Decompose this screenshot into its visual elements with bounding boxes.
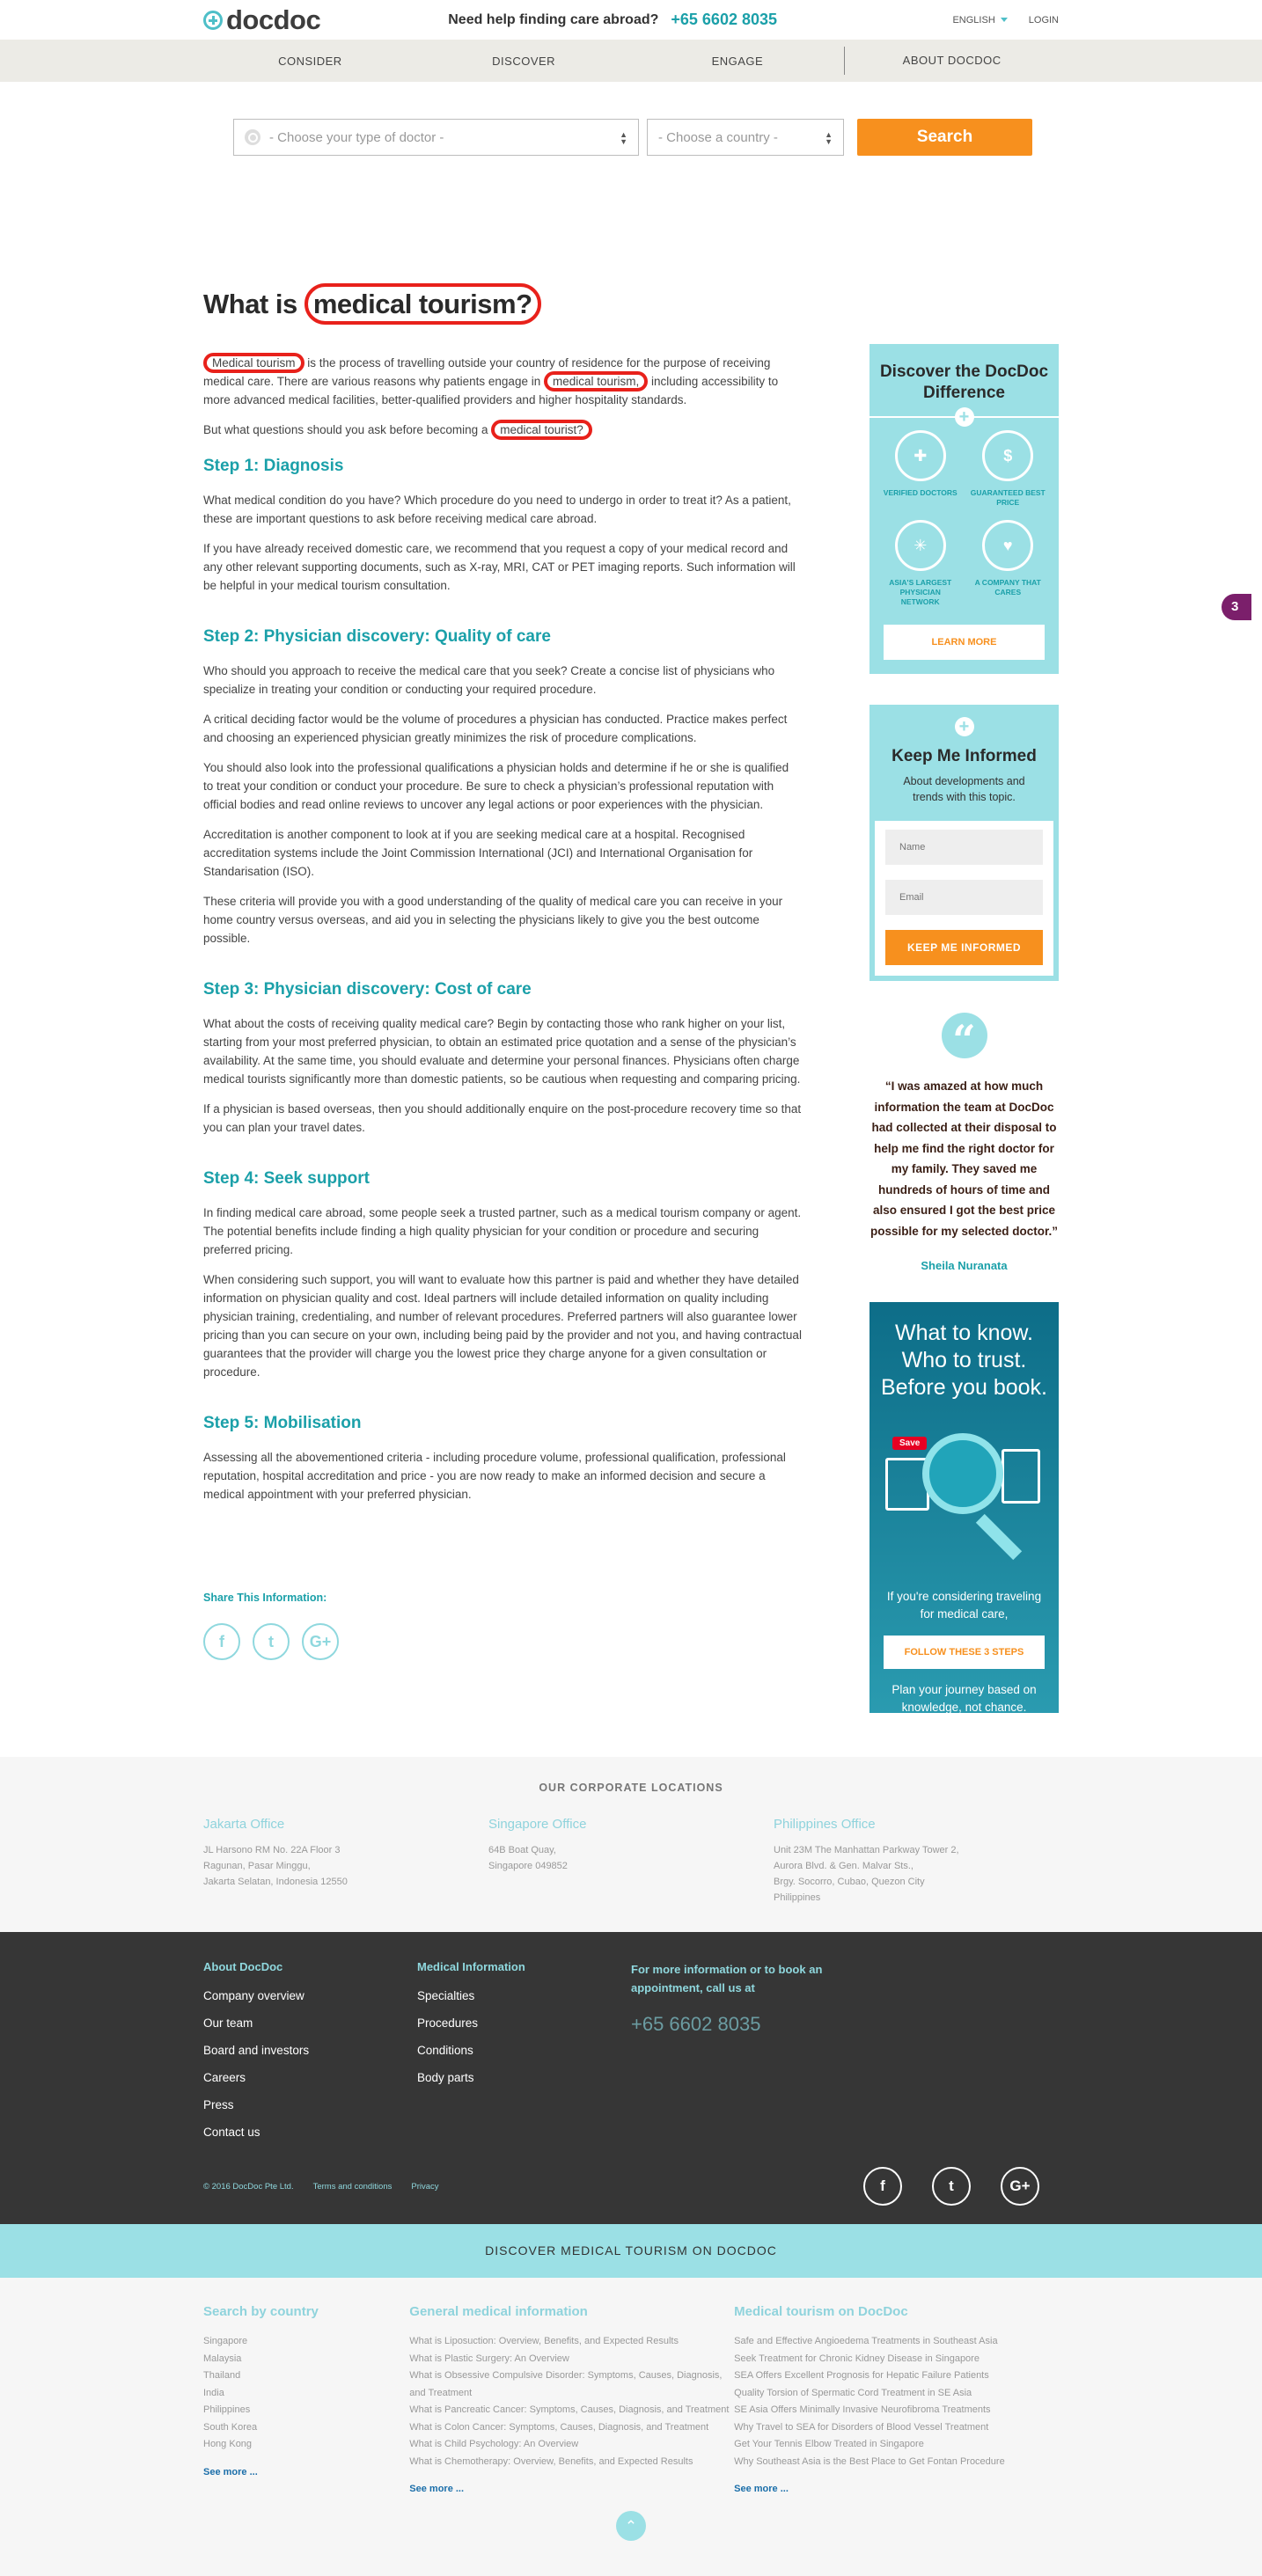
country-link[interactable]: South Korea xyxy=(203,2421,258,2433)
office-address: Brgy. Socorro, Cubao, Quezon City xyxy=(774,1877,925,1887)
office-address: Jakarta Selatan, Indonesia 12550 xyxy=(203,1877,348,1887)
step-5-heading: Step 5: Mobilisation xyxy=(203,1414,362,1432)
keep-informed-panel xyxy=(869,705,1059,981)
office-address: Unit 23M The Manhattan Parkway Tower 2, xyxy=(774,1845,959,1855)
logo-plus-icon xyxy=(203,11,223,30)
country-link[interactable]: Thailand xyxy=(203,2370,241,2381)
office-jakarta xyxy=(203,1817,488,1906)
seo-links xyxy=(0,2278,1262,2576)
see-more-link[interactable]: See more ... xyxy=(203,2466,258,2477)
step-3-heading: Step 3: Physician discovery: Cost of care xyxy=(203,980,532,999)
links-general xyxy=(409,2304,734,2499)
feature-label: A COMPANY THAT CARES xyxy=(974,578,1041,596)
article-link[interactable]: What is Child Psychology: An Overview xyxy=(409,2439,579,2449)
quote-icon: “ xyxy=(942,1013,987,1058)
testimonial-text: “I was amazed at how much information the team at DocDoc had collected at their disposal to help me find the right doctor for my family. They saved me hundreds of hours of time and also ensured I got the best price possible for my selected doctor.” xyxy=(869,1079,1059,1238)
question-paragraph xyxy=(203,421,802,439)
share-icons xyxy=(203,1623,802,1660)
footer-medical-title: Medical Information xyxy=(417,1960,525,1973)
footer-link[interactable]: Specialties xyxy=(417,1989,475,2002)
chevron-down-icon xyxy=(1001,18,1008,22)
docdoc-logo[interactable] xyxy=(203,4,320,36)
step-1-p2: If you have already received domestic care, we recommend that you request a copy of your medical record and any other relevant supporting documents, such as X-ray, MRI, CAT or PET imaging reports. Such information will be helpful in your medical tourism consultation. xyxy=(203,542,796,592)
ad-heading: What to know. Who to trust. Before you book. xyxy=(880,1321,1047,1400)
keep-informed-button[interactable]: KEEP ME INFORMED xyxy=(885,930,1043,965)
office-address: Philippines xyxy=(774,1892,821,1903)
step-2-p1: Who should you approach to receive the medical care that you seek? Create a concise list of physicians who specialize in treating your condition or conducting your required procedure. xyxy=(203,664,775,696)
see-more-link[interactable]: See more ... xyxy=(409,2484,465,2494)
footer-contact xyxy=(631,1960,845,2153)
article-link[interactable]: SEA Offers Excellent Prognosis for Hepatic Failure Patients xyxy=(734,2370,989,2381)
article-link[interactable]: Get Your Tennis Elbow Treated in Singapore xyxy=(734,2439,924,2449)
search-icon xyxy=(245,129,260,145)
step-2-p3: You should also look into the professional qualifications a physician holds and determine if he or she is qualified to treat your condition or conduct your procedure. Be sure to check a physician’s professional reputation with official bodies and read online reviews to uncover any legal actions or poor experiences with the physician. xyxy=(203,761,789,811)
twitter-icon[interactable]: t xyxy=(932,2167,971,2206)
divider xyxy=(869,407,1059,427)
question-text: But what questions should you ask before becoming a xyxy=(203,423,488,436)
article-link[interactable]: What is Obsessive Compulsive Disorder: Symptoms, Causes, Diagnosis, and Treatment xyxy=(409,2370,723,2398)
email-input[interactable] xyxy=(885,880,1043,915)
doctor-type-placeholder: - Choose your type of doctor - xyxy=(269,129,444,145)
footer-phone[interactable]: +65 6602 8035 xyxy=(631,2013,761,2035)
name-input[interactable] xyxy=(885,830,1043,865)
feature-cares xyxy=(968,520,1047,607)
notification-badge[interactable]: 3 xyxy=(1222,594,1251,620)
links-docdoc xyxy=(734,2304,1059,2499)
see-more-link[interactable]: See more ... xyxy=(734,2484,789,2494)
profile-card-icon xyxy=(1002,1449,1040,1504)
step-4-p1: In finding medical care abroad, some people seek a trusted partner, such as a medical tourism company or agent. The potential benefits include finding a high quality physician for your condition or procedure and securing preferred pricing. xyxy=(203,1206,802,1256)
privacy-link[interactable]: Privacy xyxy=(411,2181,439,2192)
links-docdoc-title: Medical tourism on DocDoc xyxy=(734,2304,908,2319)
logo-text: docdoc xyxy=(226,4,321,35)
office-address: Ragunan, Pasar Minggu, xyxy=(203,1861,311,1871)
footer-link[interactable]: Company overview xyxy=(203,1989,304,2002)
nav-engage[interactable]: ENGAGE xyxy=(711,54,764,68)
feature-label: ASIA'S LARGEST PHYSICIAN NETWORK xyxy=(889,578,952,606)
article-link[interactable]: Why Southeast Asia is the Best Place to Get Fontan Procedure xyxy=(734,2455,1005,2467)
footer-link[interactable]: Press xyxy=(203,2098,234,2111)
article-link[interactable]: Why Travel to SEA for Disorders of Blood Vessel Treatment xyxy=(734,2421,989,2433)
twitter-icon[interactable]: t xyxy=(253,1623,290,1660)
feature-best-price xyxy=(968,430,1047,508)
feature-label: VERIFIED DOCTORS xyxy=(883,488,958,497)
office-name: Jakarta Office xyxy=(203,1817,285,1832)
select-arrows-icon: ▲ ▼ xyxy=(825,130,833,146)
highlight-medical-tourism-2: medical tourism, xyxy=(544,371,648,392)
country-link[interactable]: India xyxy=(203,2387,224,2398)
footer-link[interactable]: Conditions xyxy=(417,2044,473,2057)
login-link[interactable]: LOGIN xyxy=(1028,14,1059,26)
header-phone[interactable]: +65 6602 8035 xyxy=(671,11,778,28)
step-5-p1: Assessing all the abovementioned criteria - including procedure volume, professional qualification, professional reputation, hospital accreditation and price - you are now ready to make an informed decision and secure a medical appointment with your preferred physician. xyxy=(203,1451,786,1501)
step-2-heading: Step 2: Physician discovery: Quality of care xyxy=(203,627,551,646)
title-highlight: medical tourism? xyxy=(304,283,541,325)
links-country-title: Search by country xyxy=(203,2304,319,2319)
footer-medical xyxy=(417,1960,631,2153)
ad-text-1: If you're considering traveling for medical care, xyxy=(886,1590,1042,1621)
country-link[interactable]: Malaysia xyxy=(203,2353,242,2364)
article xyxy=(203,289,802,1713)
doctor-type-select[interactable] xyxy=(233,119,639,156)
feature-verified-doctors xyxy=(881,430,960,508)
heart-shield-icon: ♥ xyxy=(982,520,1033,571)
language-selector[interactable] xyxy=(952,15,1007,26)
terms-link[interactable]: Terms and conditions xyxy=(312,2181,393,2192)
feature-label: GUARANTEED BEST PRICE xyxy=(970,488,1046,507)
language-label: ENGLISH xyxy=(952,14,995,26)
country-link[interactable]: Hong Kong xyxy=(203,2439,253,2449)
office-address: JL Harsono RM No. 22A Floor 3 xyxy=(203,1845,341,1855)
footer-link[interactable]: Procedures xyxy=(417,2016,479,2030)
office-singapore xyxy=(488,1817,774,1906)
top-bar xyxy=(0,0,1262,40)
article-link[interactable]: What is Colon Cancer: Symptoms, Causes, Diagnosis, and Treatment xyxy=(409,2421,709,2433)
intro-text-1: is the process of travelling outside your country of residence for the purpose of receiving medical care. There are various reasons why patients engage in xyxy=(203,356,771,388)
nav-about[interactable]: ABOUT DOCDOC xyxy=(844,47,1059,75)
google-plus-icon[interactable]: G+ xyxy=(1001,2167,1039,2206)
office-philippines xyxy=(774,1817,1059,1906)
intro-text-2: including accessibility to more advanced medical facilities, better-qualified providers and higher hospitality standards. xyxy=(203,375,779,406)
help-text: Need help finding care abroad? xyxy=(448,11,659,27)
keep-subtitle: About developments and trends with this topic. xyxy=(903,775,1025,803)
article-link[interactable]: What is Liposuction: Overview, Benefits, and Expected Results xyxy=(409,2336,679,2346)
feature-network xyxy=(881,520,960,607)
facebook-icon[interactable]: f xyxy=(203,1623,240,1660)
info-ad-banner[interactable] xyxy=(869,1302,1059,1713)
docdoc-difference-panel xyxy=(869,344,1059,674)
article-link[interactable]: Seek Treatment for Chronic Kidney Disease in Singapore xyxy=(734,2353,980,2364)
office-name: Philippines Office xyxy=(774,1817,876,1832)
office-name: Singapore Office xyxy=(488,1817,587,1832)
keep-title: Keep Me Informed xyxy=(891,747,1037,765)
footer-link[interactable]: Our team xyxy=(203,2016,253,2030)
step-1-heading: Step 1: Diagnosis xyxy=(203,457,344,475)
testimonial-author: Sheila Nuranata xyxy=(921,1259,1008,1272)
step-2-p2: A critical deciding factor would be the volume of procedures a physician has conducted. Practice makes perfect and choosing an experienced physician greatly minimizes the risk of procedure complications. xyxy=(203,713,788,744)
highlight-medical-tourism: Medical tourism xyxy=(203,353,304,373)
office-address: Singapore 049852 xyxy=(488,1861,568,1871)
links-country xyxy=(203,2304,409,2499)
magnifier-handle xyxy=(976,1514,1022,1560)
magnifier-icon xyxy=(922,1433,1003,1514)
testimonial xyxy=(869,981,1059,1272)
footer-about xyxy=(203,1960,417,2153)
footer-link[interactable]: Board and investors xyxy=(203,2044,310,2057)
pinterest-save-button[interactable]: Save xyxy=(892,1437,927,1450)
step-3-p2: If a physician is based overseas, then you should additionally enquire on the post-procedure recovery time so that you can plan your travel dates. xyxy=(203,1102,802,1134)
main-nav xyxy=(0,40,1262,82)
country-placeholder: - Choose a country - xyxy=(658,129,778,145)
corporate-title: OUR CORPORATE LOCATIONS xyxy=(539,1782,723,1794)
footer-link[interactable]: Contact us xyxy=(203,2126,260,2139)
footer xyxy=(0,1932,1262,2224)
plus-icon: + xyxy=(955,407,974,427)
country-link[interactable]: Philippines xyxy=(203,2404,251,2415)
office-address: Aurora Blvd. & Gen. Malvar Sts., xyxy=(774,1861,913,1871)
share-label: Share This Information: xyxy=(203,1592,327,1604)
article-link[interactable]: Quality Torsion of Spermatic Cord Treatment in SE Asia xyxy=(734,2387,972,2398)
title-prefix: What is xyxy=(203,289,297,319)
step-2-p4: Accreditation is another component to look at if you are seeking medical care at a hospital. Recognised accreditation systems include the Joint Commission International (JCI) and International Organisation for Standarisation (ISO). xyxy=(203,828,753,878)
links-general-title: General medical information xyxy=(409,2304,588,2319)
price-tag-icon: $ xyxy=(982,430,1033,481)
step-2-p5: These criteria will provide you with a good understanding of the quality of medical care you can receive in your home country versus overseas, and aid you in selecting the physicians likely to give you the best outcome possible. xyxy=(203,895,783,945)
plus-icon: + xyxy=(955,717,974,736)
country-link[interactable]: Singapore xyxy=(203,2336,248,2346)
footer-bottom xyxy=(203,2167,1059,2206)
highlight-medical-tourist: medical tourist? xyxy=(491,420,592,440)
article-link[interactable]: Safe and Effective Angioedema Treatments in Southeast Asia xyxy=(734,2336,998,2346)
article-link[interactable]: What is Chemotherapy: Overview, Benefits, and Expected Results xyxy=(409,2455,693,2467)
learn-more-button[interactable]: LEARN MORE xyxy=(884,625,1045,660)
copyright: © 2016 DocDoc Pte Ltd. xyxy=(203,2181,294,2192)
magnifier-illustration xyxy=(869,1423,1059,1581)
office-address: 64B Boat Quay, xyxy=(488,1845,556,1855)
footer-link[interactable]: Body parts xyxy=(417,2071,474,2084)
page-title xyxy=(203,289,802,320)
ad-text-2: Plan your journey based on knowledge, not chance. xyxy=(891,1683,1037,1713)
discover-bar: DISCOVER MEDICAL TOURISM ON DOCDOC xyxy=(0,2224,1262,2278)
footer-about-title: About DocDoc xyxy=(203,1960,283,1973)
footer-link[interactable]: Careers xyxy=(203,2071,246,2084)
verified-doctor-icon: ✚ xyxy=(895,430,946,481)
google-plus-icon[interactable]: G+ xyxy=(302,1623,339,1660)
footer-contact-title: For more information or to book an appointment, call us at xyxy=(631,1963,823,1994)
country-select[interactable] xyxy=(647,119,844,156)
network-icon: ✳ xyxy=(895,520,946,571)
corporate-locations xyxy=(0,1757,1262,1932)
difference-title: Discover the DocDoc Difference xyxy=(879,362,1049,402)
select-arrows-icon: ▲ ▼ xyxy=(620,130,627,146)
search-button[interactable]: Search xyxy=(857,119,1032,156)
step-4-heading: Step 4: Seek support xyxy=(203,1169,370,1188)
follow-steps-button[interactable]: FOLLOW THESE 3 STEPS xyxy=(884,1636,1045,1669)
sidebar xyxy=(869,289,1059,1713)
step-3-p1: What about the costs of receiving quality medical care? Begin by contacting those who rank higher on your list, starting from your most preferred physician, to obtain an estimated price quotation and a sense of the physician’s availability. At the same time, you should evaluate and determine your personal finances. Physicians often charge medical tourists significantly more than domestic patients, so be cautious when requesting and comparing pricing. xyxy=(203,1017,801,1086)
facebook-icon[interactable]: f xyxy=(863,2167,902,2206)
article-link[interactable]: SE Asia Offers Minimally Invasive Neurofibroma Treatments xyxy=(734,2404,991,2415)
article-link[interactable]: What is Plastic Surgery: An Overview xyxy=(409,2353,569,2364)
search-bar xyxy=(0,82,1262,205)
step-4-p2: When considering such support, you will want to evaluate how this partner is paid and whether they have detailed information on physician quality and cost. Ideal partners will include detailed information on quality including physician training, credentialing, and number of relevant procedures. Preferred partners will also guarantee lower pricing than you can secure on your own, including being paid by the provider and not you, and having contractual guarantees that the provider will charge you the lowest price they charge anyone for a given consultation or procedure. xyxy=(203,1273,802,1379)
nav-discover[interactable]: DISCOVER xyxy=(492,54,556,68)
intro-paragraph xyxy=(203,354,802,409)
step-1-p1: What medical condition do you have? Which procedure do you need to undergo in order to treat it? As a patient, these are important questions to ask before receiving medical care abroad. xyxy=(203,494,791,525)
article-link[interactable]: What is Pancreatic Cancer: Symptoms, Causes, Diagnosis, and Treatment xyxy=(409,2404,730,2415)
back-to-top-icon[interactable]: ⌃ xyxy=(616,2511,646,2541)
nav-consider[interactable]: CONSIDER xyxy=(278,54,342,68)
